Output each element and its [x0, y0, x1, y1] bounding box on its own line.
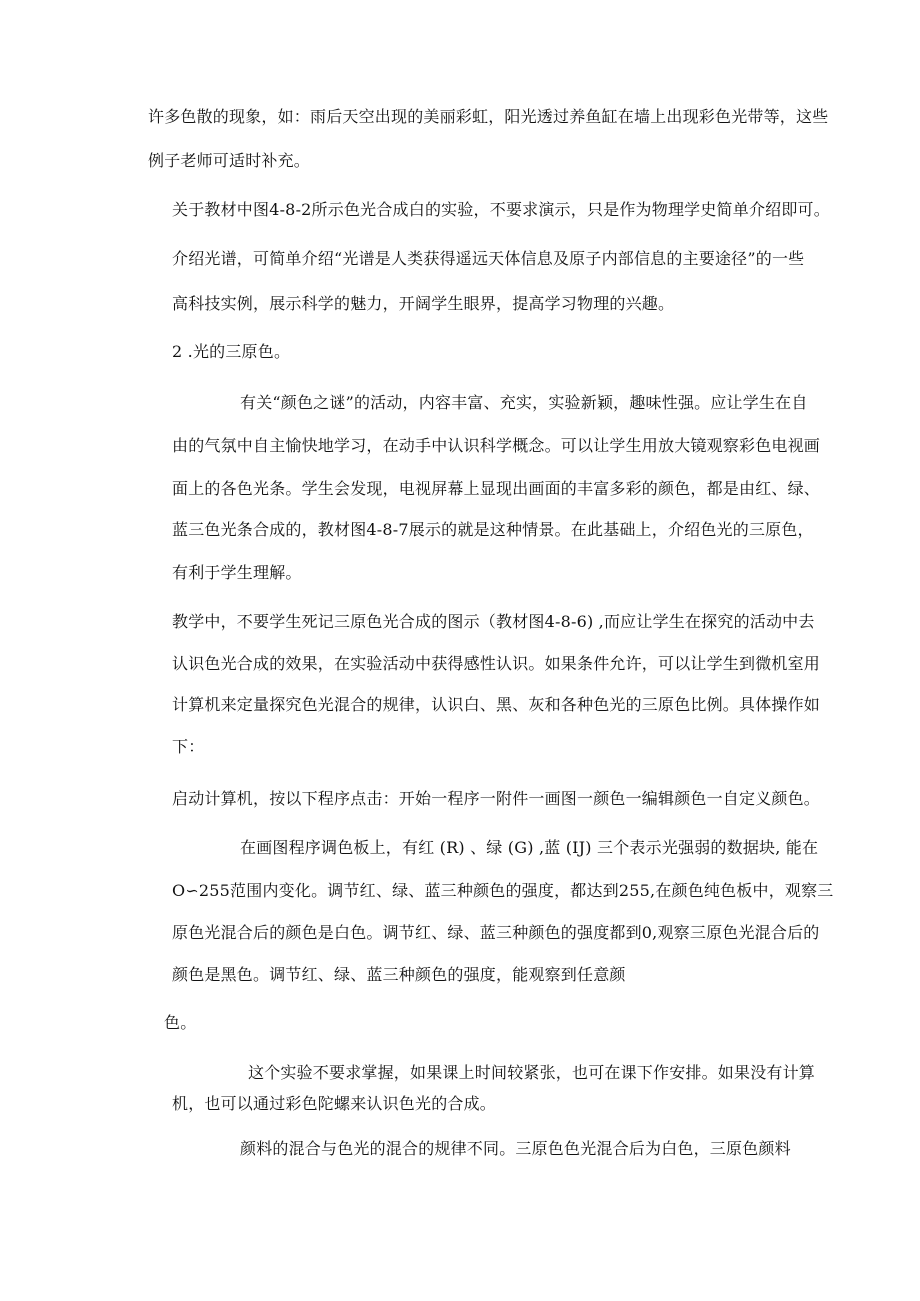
text-line: 颜料的混合与色光的混合的规律不同。三原色色光混合后为白色，三原色颜料	[240, 1139, 791, 1158]
text-line: 计算机来定量探究色光混合的规律，认识白、黑、灰和各种色光的三原色比例。具体操作如	[172, 695, 821, 714]
text-line: 启动计算机，按以下程序点击：开始一程序一附件一画图一颜色一编辑颜色一自定义颜色。	[172, 789, 821, 808]
text-line: 关于教材中图4-8-2所示色光合成白的实验，不要求演示，只是作为物理学史简单介绍即可。	[172, 200, 830, 219]
text-line: 蓝三色光条合成的，教材图4-8-7展示的就是这种情景。在此基础上，介绍色光的三原色，	[172, 520, 814, 539]
text-line: O∽255范围内变化。调节红、绿、蓝三种颜色的强度，都达到255,在颜色纯色板中，观察三	[172, 881, 834, 900]
text-line: 面上的各色光条。学生会发现，电视屏幕上显现出画面的丰富多彩的颜色，都是由红、绿、	[172, 479, 821, 498]
text-line: 机，也可以通过彩色陀螺来认识色光的合成。	[172, 1094, 497, 1113]
text-line: 教学中，不要学生死记三原色光合成的图示（教材图4-8-6) ,而应让学生在探究的活动中去	[172, 612, 815, 631]
text-line: 有关“颜色之谜”的活动，内容丰富、充实，实验新颖，趣味性强。应让学生在自	[240, 393, 808, 412]
text-line: 颜色是黑色。调节红、绿、蓝三种颜色的强度，能观察到任意颜	[172, 965, 626, 984]
text-line: 下：	[172, 737, 205, 756]
text-line: 认识色光合成的效果，在实验活动中获得感性认识。如果条件允许，可以让学生到微机室用	[172, 654, 821, 673]
text-line: 在画图程序调色板上，有红 (R) 、绿 (G) ,蓝 (IJ) 三个表示光强弱的数据块, 能在	[240, 838, 819, 857]
text-line: 原色光混合后的颜色是白色。调节红、绿、蓝三种颜色的强度都到0,观察三原色光混合后的	[172, 923, 820, 942]
section-heading: 2 .光的三原色。	[172, 342, 291, 361]
text-line: 由的气氛中自主愉快地学习，在动手中认识科学概念。可以让学生用放大镜观察彩色电视画	[172, 436, 821, 455]
text-line: 色。	[164, 1013, 197, 1032]
text-line: 许多色散的现象，如：雨后天空出现的美丽彩虹，阳光透过养鱼缸在墙上出现彩色光带等，这些	[148, 107, 829, 126]
text-line: 例子老师可适时补充。	[148, 151, 311, 170]
text-line: 有利于学生理解。	[172, 563, 302, 582]
text-line: 高科技实例，展示科学的魅力，开阔学生眼界，提高学习物理的兴趣。	[172, 294, 675, 313]
text-line: 这个实验不要求掌握，如果课上时间较紧张，也可在课下作安排。如果没有计算	[248, 1063, 816, 1082]
text-line: 介绍光谱，可简单介绍“光谱是人类获得遥远天体信息及原子内部信息的主要途径”的一些	[172, 249, 805, 268]
